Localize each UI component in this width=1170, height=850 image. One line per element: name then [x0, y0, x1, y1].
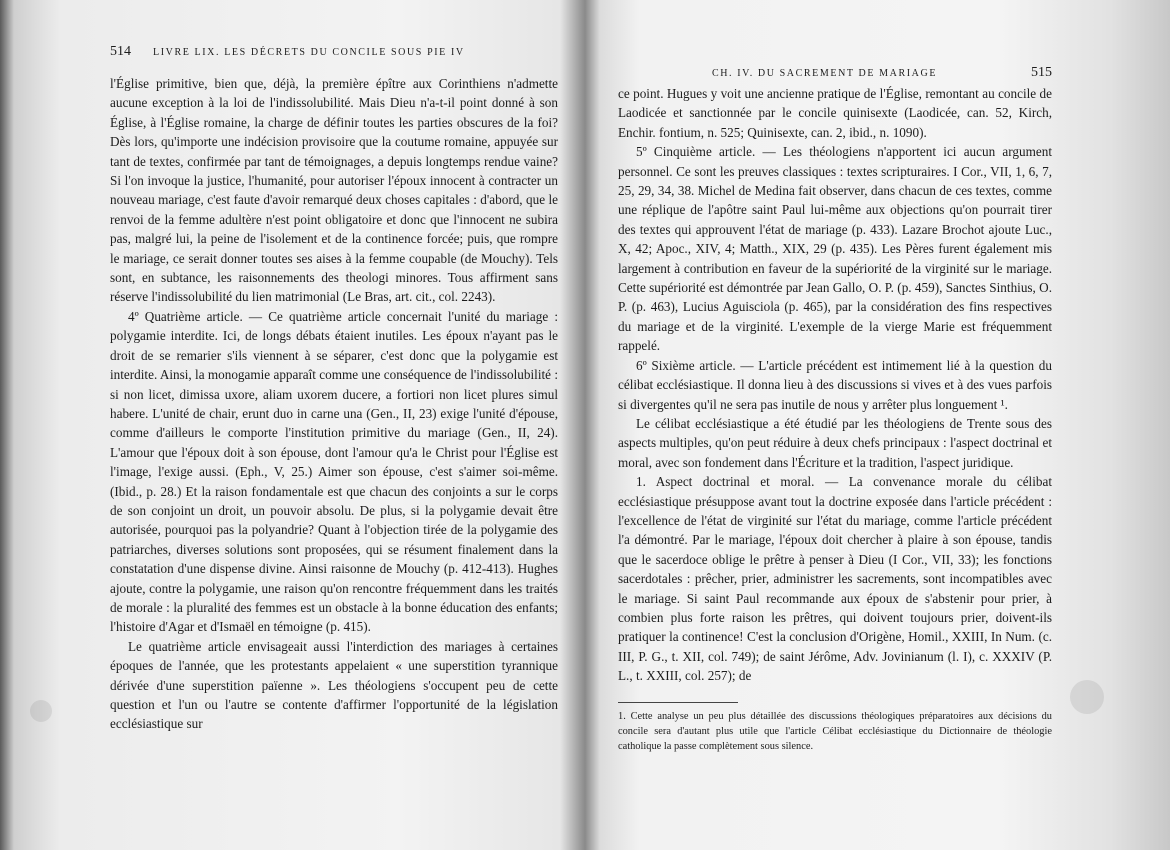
left-page-body: [110, 74, 558, 734]
paragraph: 5º Cinquième article. — Les théologiens n'apportent ici aucun argument personnel. Ce sont les preuves classiques : textes scripturaires. I Cor., VII, 1, 6, 7, 25, 29, 34, 38. Michel de Medina fait observer, dans chacun de ces textes, comme une réplique de l'apôtre saint Paul lui-même aux objections qu'on pourrait tirer des textes qui approuvent l'état de mariage (p. 433). Lazare Brochot ajoute Luc., X, 42; Apoc., XIV, 4; Matth., XIX, 29 (p. 435). Les Pères furent également mis largement à contribution en faveur de la supériorité de la virginité sur le mariage. Cette supériorité est démontrée par Jean Gallo, O. P. (p. 459), Sanctes Sinthius, O. P. (p. 463), Lucius Aguisciola (p. 465), par la considération des fins respectives du mariage et de la virginité. L'exemple de la vierge Marie est fréquemment rappelé.: [618, 144, 1052, 354]
page-stain: [1070, 680, 1104, 714]
paragraph: 1. Aspect doctrinal et moral. — La convenance morale du célibat ecclésiastique présuppose avant tout la doctrine exposée dans l'article précédent : l'excellence de l'état de virginité sur l'état du mariage, comme l'article précédent l'a démontré. Par le mariage, l'époux doit chercher à plaire à son épouse, tandis que le sacerdoce oblige le prêtre à penser à Dieu (I Cor., VII, 33); les fonctions sacerdotales : prêcher, prier, administrer les sacrements, sont incompatibles avec le mariage. Si saint Paul recommande aux époux de s'abstenir pour prier, à combien plus forte raison les prêtres, qui doivent toujours prier, doivent-ils pratiquer la continence! C'est la conclusion d'Origène, Homil., XXIII, In Num. (c. III, P. G., t. XII, col. 749); de saint Jérôme, Adv. Jovinianum (l. I), c. XXXIV (P. L., t. XXIII, col. 257); de: [618, 474, 1052, 684]
running-head: LIVRE LIX. LES DÉCRETS DU CONCILE SOUS PIE IV: [153, 47, 465, 58]
footnote: 1. Cette analyse un peu plus détaillée des discussions théologiques préparatoires aux décisions du concile sera d'autant plus utile que l'article Célibat ecclésiastique du Dictionnaire de théologie catholique la passe complètement sous silence.: [618, 710, 1052, 752]
paragraph: Le quatrième article envisageait aussi l'interdiction des mariages à certaines époques de l'année, que les protestants appelaient « une superstition tyrannique dérivée d'une superstition païenne ». Les théologiens s'occupent peu de cette question et l'un ou l'autre se contente d'affirmer l'opportunité de la législation ecclésiastique sur: [110, 638, 558, 732]
right-page-body: [618, 84, 1052, 754]
page-number: 514: [110, 44, 131, 59]
paragraph: 4º Quatrième article. — Ce quatrième article concernait l'unité du mariage : polygamie interdite. Ici, de longs débats étaient inutiles. Les époux n'ayant pas le droit de se remarier s'ils viennent à se séparer, c'est donc que la polygamie est interdite. Ainsi, la monogamie apparaît comme une conséquence de l'indissolubilité : si non licet, dimissa uxore, aliam uxorem ducere, a fortiori non licet plures simul habere. L'unité de chair, erunt duo in carne una (Gen., II, 23) exige l'unité d'épouse, comme d'ailleurs le comporte l'institution primitive du mariage (Gen., II, 24). L'amour que l'époux doit à son épouse, dont l'amour qu'a le Christ pour l'Église est l'image, l'exige aussi. (Eph., V, 25.) Aimer son épouse, c'est s'aimer soi-même. (Ibid., p. 28.) Et la raison fondamentale est que chacun des conjoints a sur le corps de son conjoint un droit, un pouvoir absolu. De plus, si la polygamie devait être autorisée, pourquoi pas la polyandrie? Quant à l'objection tirée de la polygamie des patriarches, diverses solutions sont proposées, qui se résument finalement dans la constatation d'une dispense divine. Ainsi raisonne de Mouchy (p. 412-413). Hughes ajoute, contre la polygamie, une raison qu'on rencontre fréquemment dans les traités de morale : la pluralité des femmes est un obstacle à la bonne éducation des enfants; l'histoire d'Agar et d'Ismaël en témoigne (p. 415).: [110, 308, 558, 635]
page-stain: [30, 700, 52, 722]
paragraph: ce point. Hugues y voit une ancienne pratique de l'Église, remontant au concile de Laodicée et sanctionnée par le concile quinisexte (Laodicée, can. 52, Kirch, Enchir. fontium, n. 525; Quinisexte, can. 2, ibid., n. 1090).: [618, 86, 1052, 140]
page-number: 515: [1031, 65, 1052, 80]
right-page: [618, 0, 1052, 850]
right-page-header: [618, 54, 1052, 80]
running-head: CH. IV. DU SACREMENT DE MARIAGE: [711, 68, 938, 79]
left-page: [110, 0, 558, 850]
paragraph: Le célibat ecclésiastique a été étudié par les théologiens de Trente sous des aspects multiples, qu'on peut réduire à deux chefs principaux : l'aspect doctrinal et moral, avec son fondement dans l'Écriture et la tradition, l'aspect juridique.: [618, 415, 1052, 470]
footnote-divider: [618, 702, 738, 703]
paragraph: 6º Sixième article. — L'article précédent est intimement lié à la question du célibat ecclésiastique. Il donna lieu à des discussions si vives et à des vues parfois si divergentes qu'il ne sera pas inutile de nous y arrêter plus longuement ¹.: [618, 357, 1052, 412]
left-page-header: [110, 44, 558, 74]
paragraph: l'Église primitive, bien que, déjà, la première épître aux Corinthiens n'admette aucune exception à la loi de l'indissolubilité. Mais Dieu n'a-t-il point donné à son Église, à l'Église romaine, la charge de définir toutes les parties obscures de la foi? Dès lors, qu'importe une indécision provisoire que la coutume romaine, appuyée sur tant de textes, confirmée par tant de témoignages, a depuis longtemps rendue vaine? Si l'on invoque la justice, l'humanité, pour autoriser l'époux innocent à contracter un nouveau mariage, c'est faute d'avoir remarqué deux choses capitales : d'abord, que le renvoi de la femme adultère n'est point obligatoire et donc que l'innocent ne subira pas, malgré lui, la peine de l'isolement et de la continence forcée; puis, que rompre le mariage, ce serait donner toutes ses aises à la femme coupable (de Mouchy). Tels sont, en subtance, les raisonnements des theologi minores. Tous affirment sans réserve l'indissolubilité du lien matrimonial (Le Bras, art. cit., col. 2243).: [110, 76, 558, 305]
